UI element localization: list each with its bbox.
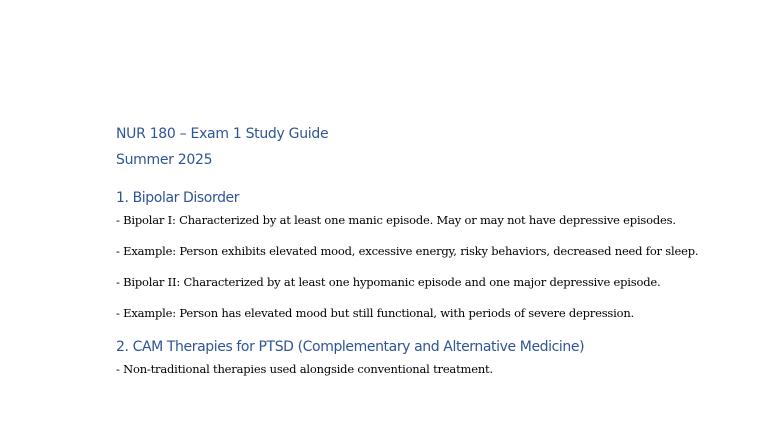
paragraph-bipolar-1-example: - Example: Person exhibits elevated mood, excessive energy, risky behaviors, decreased need for sleep. — [116, 244, 699, 258]
paragraph-bipolar-2-example: - Example: Person has elevated mood but still functional, with periods of severe depression. — [116, 306, 634, 320]
paragraph-bipolar-2: - Bipolar II: Characterized by at least one hypomanic episode and one major depressive episode. — [116, 275, 661, 289]
document-content — [116, 124, 716, 379]
paragraph-bipolar-1: - Bipolar I: Characterized by at least one manic episode. May or may not have depressive episodes. — [116, 213, 676, 227]
paragraph-cam-1: - Non-traditional therapies used alongside conventional treatment. — [116, 362, 493, 376]
section-heading-cam-therapies: 2. CAM Therapies for PTSD (Complementary and Alternative Medicine) — [116, 339, 585, 355]
document-subtitle: Summer 2025 — [116, 152, 213, 168]
document-title: NUR 180 – Exam 1 Study Guide — [116, 126, 329, 142]
section-heading-bipolar: 1. Bipolar Disorder — [116, 190, 240, 206]
